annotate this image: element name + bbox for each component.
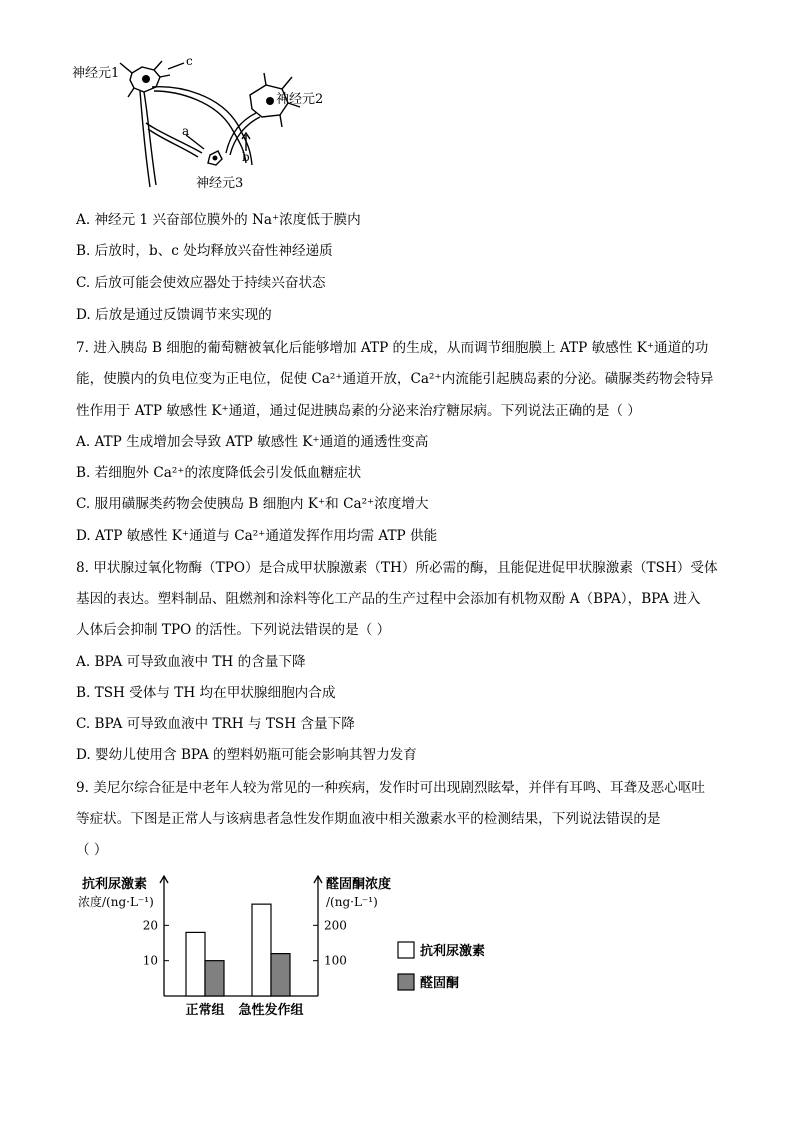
bar-aldosterone-0 xyxy=(205,961,224,996)
q6-option-c: C. 后放可能会使效应器处于持续兴奋状态 xyxy=(76,275,326,291)
hormone-bar-chart xyxy=(74,870,494,1020)
bar-aldosterone-1 xyxy=(271,954,290,996)
bar-adh-1 xyxy=(252,904,271,996)
q9-stem-line2: 等症状。下图是正常人与该病患者急性发作期血液中相关激素水平的检测结果，下列说法错误的是 xyxy=(76,811,661,827)
q9-stem-line1: 9. 美尼尔综合征是中老年人较为常见的一种疾病，发作时可出现剧烈眩晕，并伴有耳鸣、耳聋及恶心呕吐 xyxy=(76,780,706,796)
right-axis-label-line2: /(ng·L⁻¹) xyxy=(326,895,378,909)
left-axis-label-line1: 抗利尿激素 xyxy=(82,877,148,892)
q8-option-a: A. BPA 可导致血液中 TH 的含量下降 xyxy=(76,654,306,670)
label-neuron2: 神经元2 xyxy=(276,92,324,107)
q7-option-c: C. 服用磺脲类药物会使胰岛 B 细胞内 K⁺和 Ca²⁺浓度增大 xyxy=(76,496,429,512)
right-tick-label: 200 xyxy=(324,918,347,933)
legend-label: 抗利尿激素 xyxy=(420,944,486,959)
q8-option-c: C. BPA 可导致血液中 TRH 与 TSH 含量下降 xyxy=(76,716,355,732)
category-label: 正常组 xyxy=(185,1003,225,1018)
label-neuron3: 神经元3 xyxy=(196,176,244,191)
label-b: b xyxy=(242,150,250,164)
legend-swatch xyxy=(398,974,414,990)
legend-swatch xyxy=(398,942,414,958)
right-axis-label-line1: 醛固酮浓度 xyxy=(326,877,392,892)
q7-option-d: D. ATP 敏感性 K⁺通道与 Ca²⁺通道发挥作用均需 ATP 供能 xyxy=(76,528,438,544)
q7-stem-line2: 能，使膜内的负电位变为正电位，促使 Ca²⁺通道开放，Ca²⁺内流能引起胰岛素的分泌。磺脲类药物会特异 xyxy=(76,371,714,387)
q6-option-b: B. 后放时，b、c 处均释放兴奋性神经递质 xyxy=(76,243,333,259)
bar-adh-0 xyxy=(186,932,205,996)
q7-option-b: B. 若细胞外 Ca²⁺的浓度降低会引发低血糖症状 xyxy=(76,465,362,481)
q6-option-a: A. 神经元 1 兴奋部位膜外的 Na⁺浓度低于膜内 xyxy=(76,212,361,228)
q8-option-d: D. 婴幼儿使用含 BPA 的塑料奶瓶可能会影响其智力发育 xyxy=(76,747,417,763)
q8-stem-line3: 人体后会抑制 TPO 的活性。下列说法错误的是（ ） xyxy=(76,622,391,638)
q6-option-d: D. 后放是通过反馈调节来实现的 xyxy=(76,307,272,323)
right-tick-label: 100 xyxy=(324,953,347,968)
q7-stem-line3: 性作用于 ATP 敏感性 K⁺通道，通过促进胰岛素的分泌来治疗糖尿病。下列说法正确的是（ ） xyxy=(76,403,641,419)
label-c: c xyxy=(186,55,193,68)
q8-option-b: B. TSH 受体与 TH 均在甲状腺细胞内合成 xyxy=(76,685,336,701)
label-a: a xyxy=(182,124,190,138)
q7-option-a: A. ATP 生成增加会导致 ATP 敏感性 K⁺通道的通透性变高 xyxy=(76,434,429,450)
neuron-diagram xyxy=(70,55,350,200)
label-neuron1: 神经元1 xyxy=(72,66,120,81)
category-label: 急性发作组 xyxy=(238,1003,304,1018)
q9-stem-line3: （ ） xyxy=(76,842,108,858)
legend-label: 醛固酮 xyxy=(420,976,460,991)
left-tick-label: 20 xyxy=(142,918,158,933)
left-tick-label: 10 xyxy=(142,953,158,968)
q7-stem-line1: 7. 进入胰岛 B 细胞的葡萄糖被氧化后能够增加 ATP 的生成，从而调节细胞膜上 ATP 敏感性 K⁺通道的功 xyxy=(76,340,709,356)
left-axis-label-line2: 浓度/(ng·L⁻¹) xyxy=(78,895,154,909)
q8-stem-line1: 8. 甲状腺过氧化物酶（TPO）是合成甲状腺激素（TH）所必需的酶，且能促进促甲状腺激素（TSH）受体 xyxy=(76,560,718,576)
q8-stem-line2: 基因的表达。塑料制品、阻燃剂和涂料等化工产品的生产过程中会添加有机物双酚 A（BPA），BPA 进入 xyxy=(76,591,701,607)
